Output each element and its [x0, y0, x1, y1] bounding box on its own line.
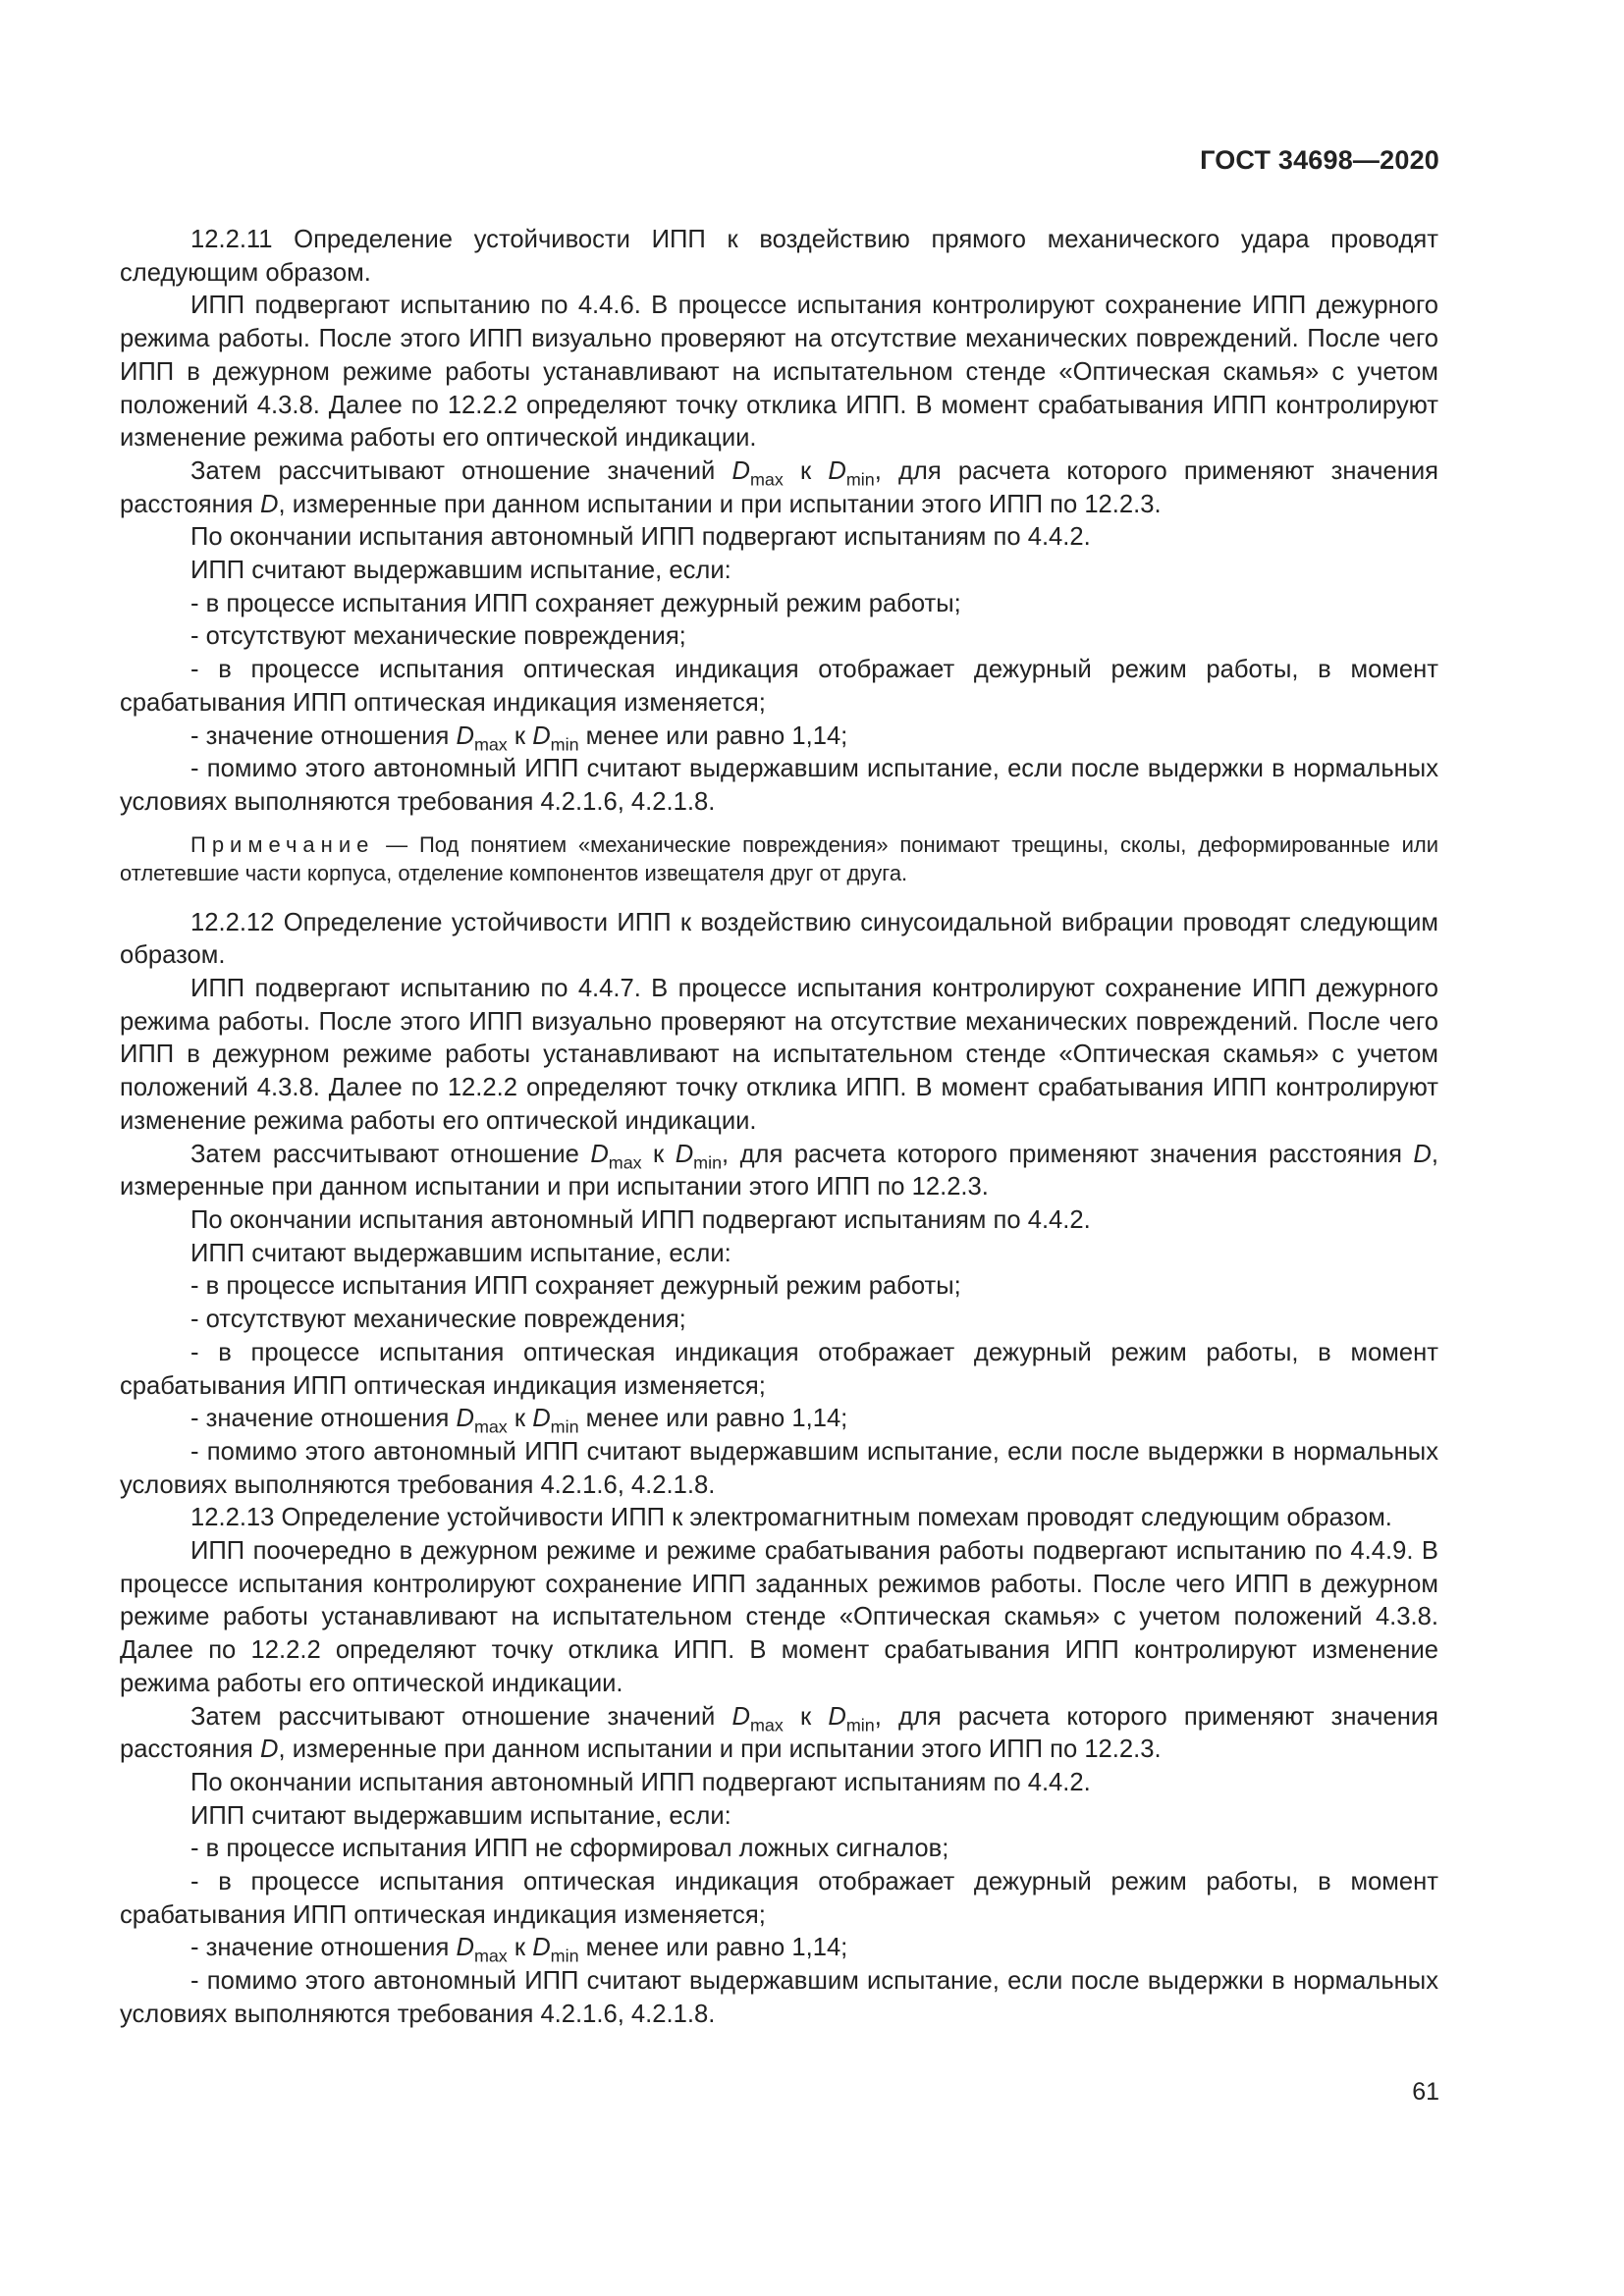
section-12-2-11 [120, 224, 1438, 820]
d-symbol: D [456, 721, 474, 750]
d-symbol: D [532, 1405, 551, 1433]
note-text: — Под понятием «механические повреждения» понимают трещины, сколы, деформированные или отлетевшие части корпуса, отделение компонентов извещателя друг от друга. [120, 831, 1438, 885]
criteria-item: - в процессе испытания ИПП не сформировал ложных сигналов; [190, 1835, 949, 1863]
procedure-paragraph: ИПП поочередно в дежурном режиме и режиме срабатывания работы подвергают испытанию по 4.4.9. В процессе испытания контролируют сохранение ИПП заданных режимов работы. После чего ИПП в дежурном режиме работы устанавливают на испытательном стенде «Оптическая скамья» с учетом положений 4.3.8. Далее по 12.2.2 определяют точку отклика ИПП. В момент срабатывания ИПП контролируют изменение режима работы его оптической индикации. [120, 1537, 1438, 1697]
note-label: Примечание [190, 831, 375, 857]
autonomous-test-paragraph: По окончании испытания автономный ИПП подвергают испытаниям по 4.4.2. [190, 1205, 1091, 1234]
criteria-item: - в процессе испытания ИПП сохраняет дежурный режим работы; [190, 1272, 961, 1301]
criteria-item: - отсутствуют механические повреждения; [190, 1306, 686, 1334]
ratio-paragraph: Затем рассчитывают отношение значений $D_{max}$ к $D_{min}$, для расчета которого применяют значения расстояния D, измеренные при данном испытании и при испытании этого ИПП по 12.2.3. [120, 456, 1438, 518]
d-symbol: D [456, 1934, 474, 1962]
ratio-paragraph: Затем рассчитывают отношение $D_{max}$ к $D_{min}$, для расчета которого применяют значения расстояния D, измеренные при данном испытании и при испытании этого ИПП по 12.2.3. [120, 1140, 1439, 1201]
document-code-header: ГОСТ 34698—2020 [1200, 145, 1439, 175]
criteria-item: - значение отношения $D_{max}$ к $D_{min}$ менее или равно 1,14; [190, 721, 848, 754]
section-heading-paragraph: 12.2.13 Определение устойчивости ИПП к электромагнитным помехам проводят следующим образом. [190, 1504, 1392, 1532]
d-symbol: D [260, 490, 279, 518]
d-symbol: D [675, 1140, 694, 1168]
procedure-paragraph: ИПП подвергают испытанию по 4.4.7. В процессе испытания контролируют сохранение ИПП дежурного режима работы. После этого ИПП визуально проверяют на отсутствие механических повреждений. После чего ИПП в дежурном режиме работы устанавливают на испытательном стенде «Оптическая скамья» с учетом положений 4.3.8. Далее по 12.2.2 определяют точку отклика ИПП. В момент срабатывания ИПП контролируют изменение режима работы его оптической индикации. [120, 975, 1438, 1135]
d-symbol: D [828, 1702, 846, 1731]
criteria-item: - помимо этого автономный ИПП считают выдержавшим испытание, если после выдержки в нормальных условиях выполняются требования 4.2.1.6, 4.2.1.8. [120, 1437, 1438, 1499]
criteria-intro: ИПП считают выдержавшим испытание, если: [190, 1239, 731, 1267]
ratio-paragraph: Затем рассчитывают отношение значений $D_{max}$ к $D_{min}$, для расчета которого применяют значения расстояния D, измеренные при данном испытании и при испытании этого ИПП по 12.2.3. [120, 1702, 1438, 1764]
criteria-item: - помимо этого автономный ИПП считают выдержавшим испытание, если после выдержки в нормальных условиях выполняются требования 4.2.1.6, 4.2.1.8. [120, 1967, 1438, 2028]
criteria-item: - в процессе испытания ИПП сохраняет дежурный режим работы; [190, 589, 961, 617]
section-12-2-13 [120, 1502, 1438, 2031]
d-symbol: D [456, 1405, 474, 1433]
criteria-intro: ИПП считают выдержавшим испытание, если: [190, 557, 731, 585]
procedure-paragraph: ИПП подвергают испытанию по 4.4.6. В процессе испытания контролируют сохранение ИПП дежурного режима работы. После этого ИПП визуально проверяют на отсутствие механических повреждений. После чего ИПП в дежурном режиме работы устанавливают на испытательном стенде «Оптическая скамья» с учетом положений 4.3.8. Далее по 12.2.2 определяют точку отклика ИПП. В момент срабатывания ИПП контролируют изменение режима работы его оптической индикации. [120, 292, 1438, 453]
d-symbol: D [731, 1702, 750, 1731]
criteria-item: - в процессе испытания оптическая индикация отображает дежурный режим работы, в момент срабатывания ИПП оптическая индикация изменяется; [120, 656, 1438, 717]
criteria-intro: ИПП считают выдержавшим испытание, если: [190, 1801, 731, 1830]
section-12-2-12 [120, 907, 1438, 1503]
criteria-item: - отсутствуют механические повреждения; [190, 622, 686, 651]
section-heading-paragraph: 12.2.12 Определение устойчивости ИПП к воздействию синусоидальной вибрации проводят следующим образом. [120, 908, 1438, 970]
note-block [120, 830, 1438, 887]
section-heading-paragraph: 12.2.11 Определение устойчивости ИПП к воздействию прямого механического удара проводят следующим образом. [120, 226, 1438, 287]
criteria-item: - в процессе испытания оптическая индикация отображает дежурный режим работы, в момент срабатывания ИПП оптическая индикация изменяется; [120, 1868, 1438, 1929]
page-number: 61 [1412, 2078, 1439, 2106]
d-symbol: D [1413, 1140, 1432, 1168]
criteria-item: - в процессе испытания оптическая индикация отображает дежурный режим работы, в момент срабатывания ИПП оптическая индикация изменяется; [120, 1338, 1438, 1400]
d-symbol: D [532, 1934, 551, 1962]
criteria-item: - помимо этого автономный ИПП считают выдержавшим испытание, если после выдержки в нормальных условиях выполняются требования 4.2.1.6, 4.2.1.8. [120, 755, 1438, 816]
d-symbol: D [532, 721, 551, 750]
criteria-item: - значение отношения $D_{max}$ к $D_{min}$ менее или равно 1,14; [190, 1405, 848, 1437]
criteria-item: - значение отношения $D_{max}$ к $D_{min}$ менее или равно 1,14; [190, 1934, 848, 1966]
autonomous-test-paragraph: По окончании испытания автономный ИПП подвергают испытаниям по 4.4.2. [190, 1768, 1091, 1796]
autonomous-test-paragraph: По окончании испытания автономный ИПП подвергают испытаниям по 4.4.2. [190, 523, 1091, 552]
d-symbol: D [731, 456, 750, 485]
d-symbol: D [590, 1140, 609, 1168]
d-symbol: D [828, 456, 846, 485]
d-symbol: D [260, 1735, 279, 1764]
page-body [120, 224, 1438, 2032]
